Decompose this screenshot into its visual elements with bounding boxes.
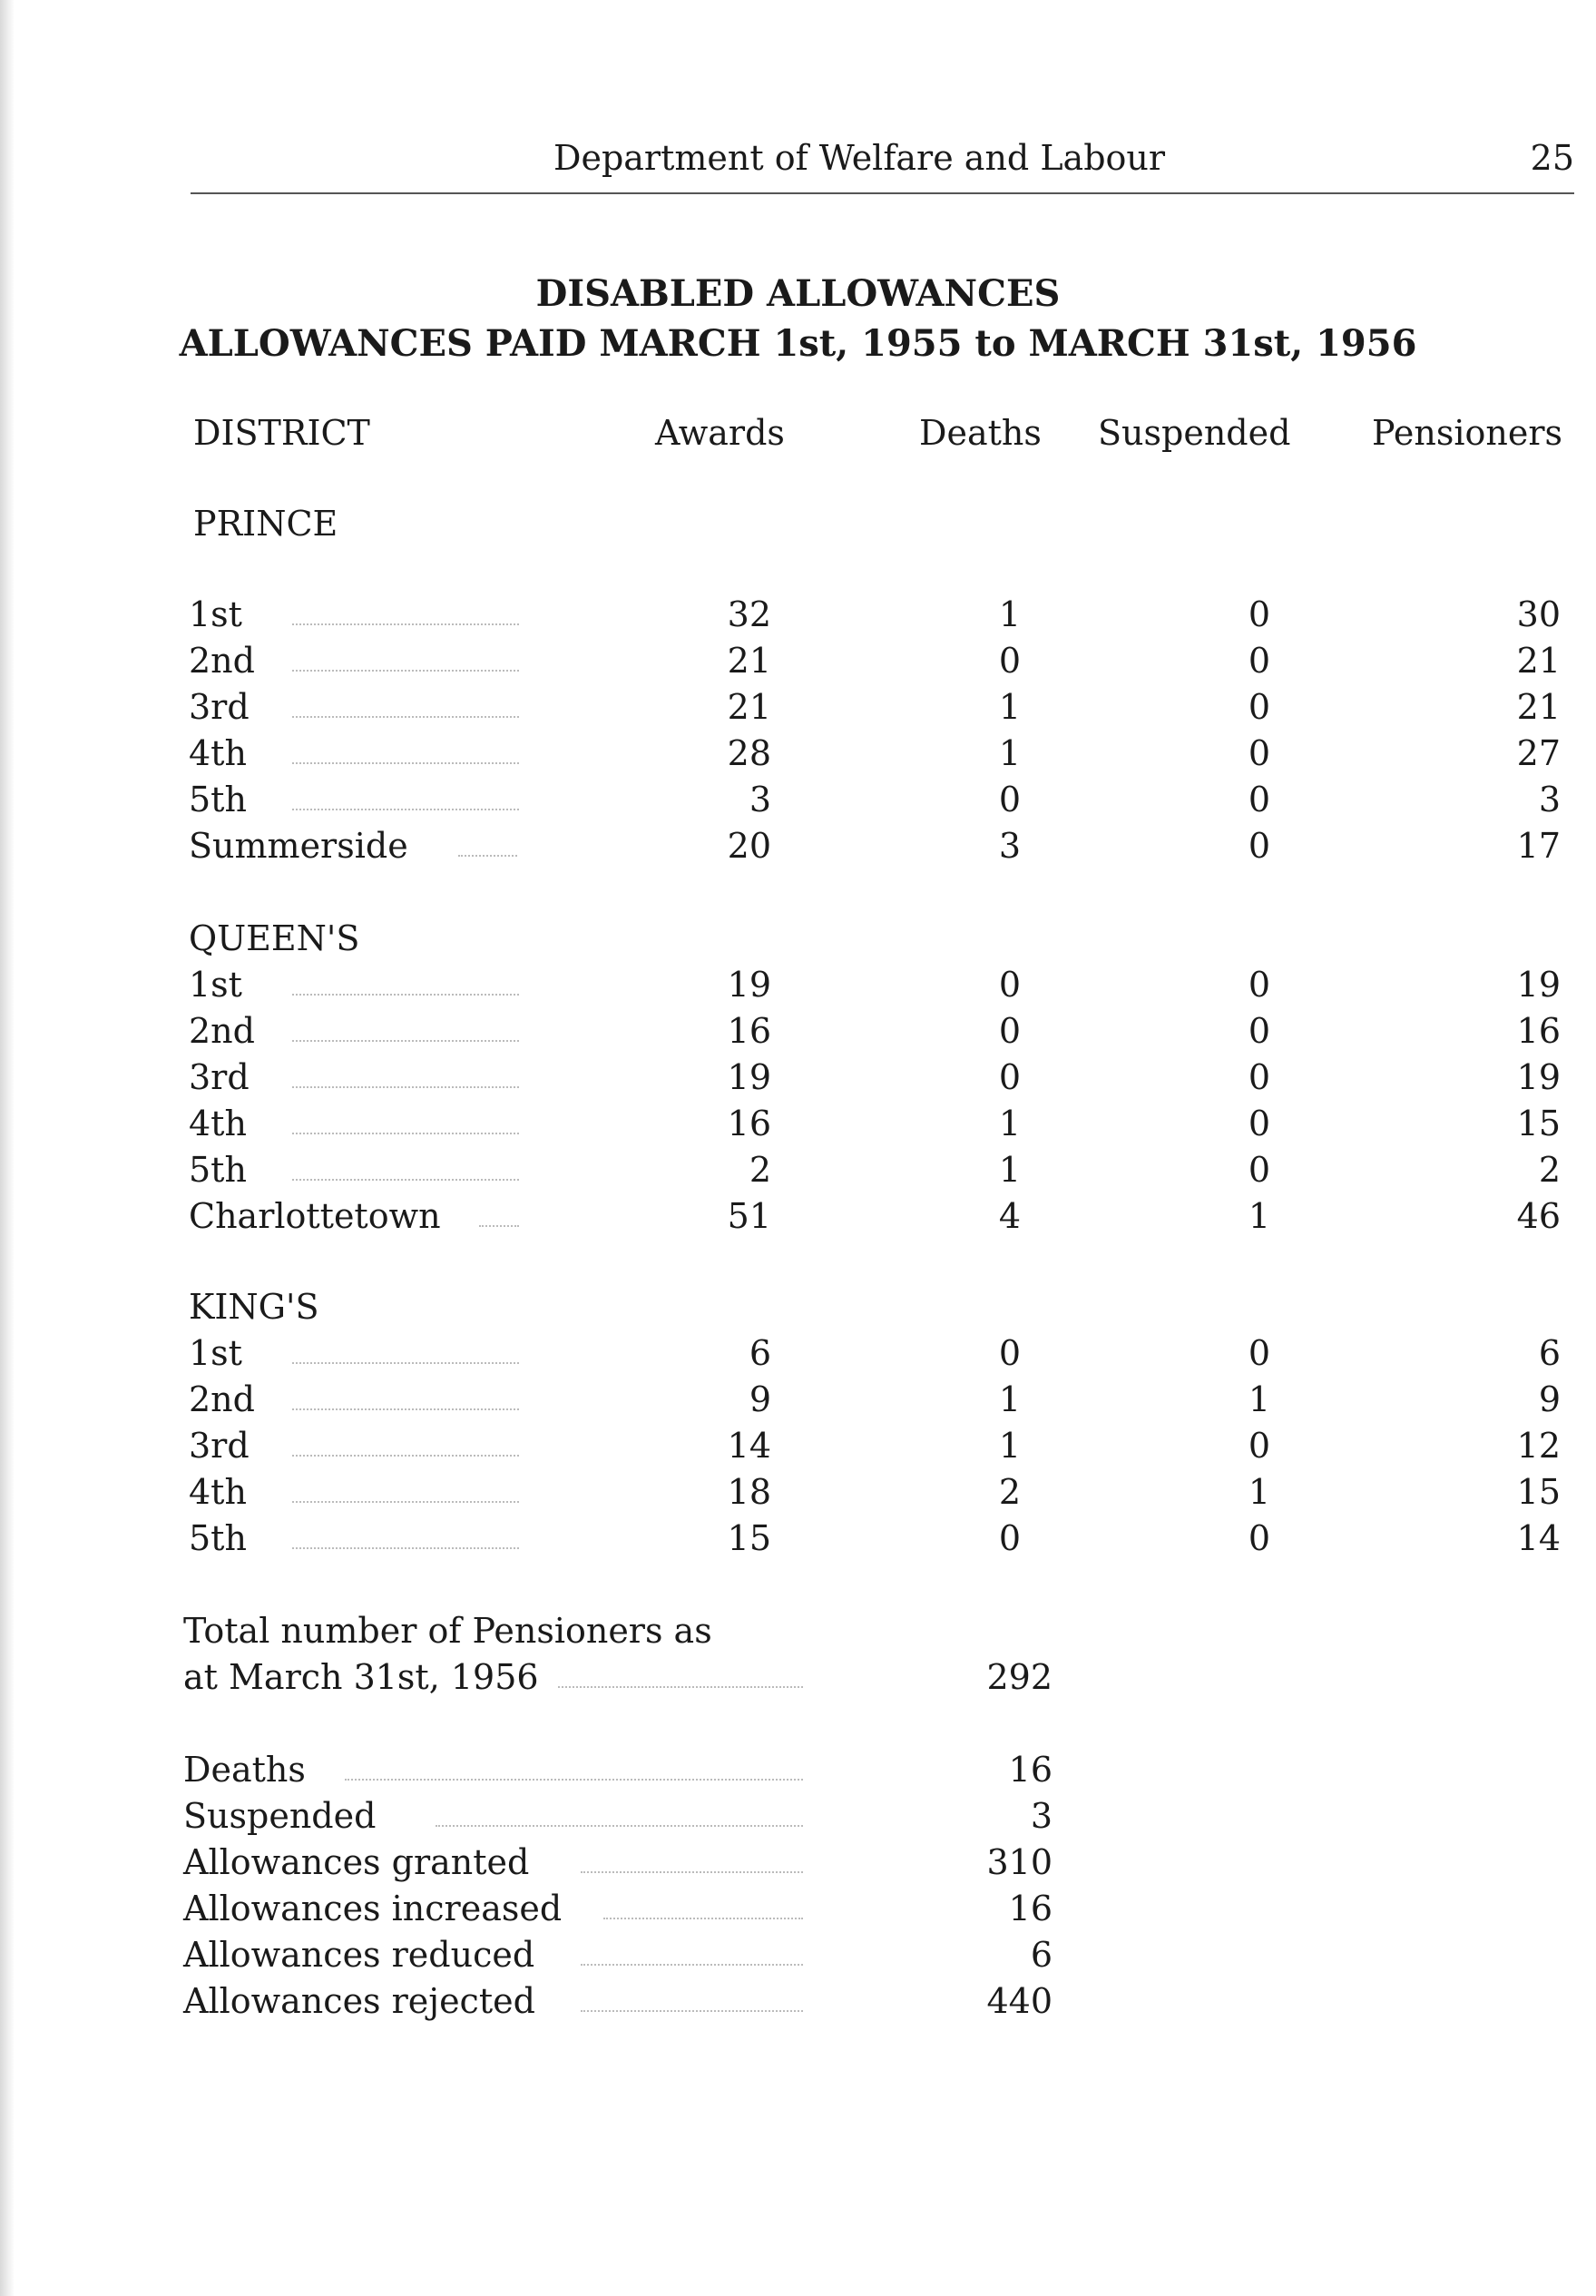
column-headers — [0, 413, 1596, 458]
suspended-cell: 0 — [1248, 594, 1270, 634]
dot-leader — [292, 1179, 519, 1181]
district-cell: 4th — [189, 1104, 247, 1143]
dot-leader — [292, 1408, 519, 1410]
awards-cell: 20 — [727, 826, 771, 866]
deaths-cell: 0 — [998, 1057, 1021, 1097]
table-row — [0, 687, 1596, 732]
dot-leader — [345, 1779, 803, 1781]
awards-cell: 18 — [727, 1472, 771, 1512]
summary-value: 310 — [986, 1842, 1053, 1882]
suspended-cell: 0 — [1248, 965, 1270, 1005]
column-header-pensioners: Pensioners — [1372, 413, 1562, 453]
summary-row — [0, 1981, 1596, 2026]
awards-cell: 16 — [727, 1104, 771, 1143]
pensioners-cell: 21 — [1516, 641, 1561, 681]
dot-leader — [292, 1547, 519, 1549]
summary-label: Suspended — [183, 1796, 377, 1836]
dot-leader — [558, 1686, 803, 1688]
district-cell: 1st — [189, 1333, 242, 1373]
summary-value: 16 — [1008, 1750, 1053, 1790]
pensioners-cell: 21 — [1516, 687, 1561, 727]
suspended-cell: 0 — [1248, 1011, 1270, 1051]
total-pensioners-value: 292 — [986, 1657, 1053, 1697]
awards-cell: 6 — [749, 1333, 771, 1373]
district-cell: 1st — [189, 594, 242, 634]
pensioners-cell: 6 — [1538, 1333, 1561, 1373]
pensioners-cell: 19 — [1516, 1057, 1561, 1097]
table-row — [0, 1426, 1596, 1471]
awards-cell: 21 — [727, 641, 771, 681]
district-cell: Charlottetown — [189, 1196, 441, 1236]
total-line-1 — [0, 1611, 1596, 1656]
table-row — [0, 594, 1596, 640]
summary-row — [0, 1796, 1596, 1841]
pensioners-cell: 27 — [1516, 733, 1561, 773]
district-cell: 4th — [189, 1472, 247, 1512]
summary-label: Allowances rejected — [183, 1981, 535, 2021]
dot-leader — [581, 2010, 803, 2012]
pensioners-cell: 2 — [1538, 1150, 1561, 1190]
summary-value: 3 — [1030, 1796, 1053, 1836]
dot-leader — [292, 716, 519, 718]
summary-value: 440 — [986, 1981, 1053, 2021]
dot-leader — [603, 1918, 803, 1919]
awards-cell: 3 — [749, 780, 771, 819]
deaths-cell: 0 — [998, 1011, 1021, 1051]
dot-leader — [292, 1455, 519, 1457]
district-cell: 5th — [189, 1518, 247, 1558]
summary-value: 6 — [1030, 1935, 1053, 1975]
district-cell: 4th — [189, 733, 247, 773]
suspended-cell: 1 — [1248, 1379, 1270, 1419]
pensioners-cell: 12 — [1516, 1426, 1561, 1466]
deaths-cell: 1 — [998, 1104, 1021, 1143]
table-row — [0, 1518, 1596, 1564]
total-line-2 — [0, 1657, 1596, 1702]
dot-leader — [292, 1501, 519, 1503]
suspended-cell: 0 — [1248, 1057, 1270, 1097]
page-number: 25 — [1530, 138, 1574, 178]
deaths-cell: 4 — [998, 1196, 1021, 1236]
dot-leader — [581, 1871, 803, 1873]
deaths-cell: 0 — [998, 1333, 1021, 1373]
awards-cell: 15 — [727, 1518, 771, 1558]
table-row — [0, 641, 1596, 686]
table-row — [0, 826, 1596, 871]
deaths-cell: 0 — [998, 641, 1021, 681]
awards-cell: 28 — [727, 733, 771, 773]
suspended-cell: 0 — [1248, 1333, 1270, 1373]
table-row — [0, 733, 1596, 779]
column-header-district: DISTRICT — [193, 413, 370, 453]
district-cell: 1st — [189, 965, 242, 1005]
summary-row — [0, 1889, 1596, 1934]
table-row — [0, 1011, 1596, 1056]
suspended-cell: 0 — [1248, 780, 1270, 819]
dot-leader — [292, 670, 519, 672]
suspended-cell: 1 — [1248, 1196, 1270, 1236]
dot-leader — [292, 1362, 519, 1364]
dot-leader — [292, 623, 519, 625]
dot-leader — [479, 1225, 519, 1227]
awards-cell: 2 — [749, 1150, 771, 1190]
district-cell: 2nd — [189, 1379, 255, 1419]
pensioners-cell: 9 — [1538, 1379, 1561, 1419]
dot-leader — [292, 994, 519, 996]
district-cell: 2nd — [189, 641, 255, 681]
deaths-cell: 0 — [998, 780, 1021, 819]
suspended-cell: 0 — [1248, 1518, 1270, 1558]
deaths-cell: 0 — [998, 1518, 1021, 1558]
total-label-line-1: Total number of Pensioners as — [183, 1611, 712, 1651]
pensioners-cell: 30 — [1516, 594, 1561, 634]
deaths-cell: 1 — [998, 1150, 1021, 1190]
pensioners-cell: 3 — [1538, 780, 1561, 819]
table-row — [0, 1104, 1596, 1149]
pensioners-cell: 46 — [1516, 1196, 1561, 1236]
suspended-cell: 0 — [1248, 687, 1270, 727]
summary-row — [0, 1935, 1596, 1980]
suspended-cell: 0 — [1248, 1150, 1270, 1190]
dot-leader — [436, 1825, 803, 1827]
suspended-cell: 0 — [1248, 1426, 1270, 1466]
pensioners-cell: 19 — [1516, 965, 1561, 1005]
table-row — [0, 1333, 1596, 1379]
district-cell: 3rd — [189, 1057, 250, 1097]
summary-label: Deaths — [183, 1750, 306, 1790]
running-header — [191, 138, 1574, 194]
district-cell: 2nd — [189, 1011, 255, 1051]
summary-value: 16 — [1008, 1889, 1053, 1928]
district-cell: 5th — [189, 1150, 247, 1190]
suspended-cell: 0 — [1248, 641, 1270, 681]
deaths-cell: 1 — [998, 733, 1021, 773]
dot-leader — [292, 809, 519, 810]
deaths-cell: 1 — [998, 594, 1021, 634]
deaths-cell: 1 — [998, 1426, 1021, 1466]
awards-cell: 32 — [727, 594, 771, 634]
header-title: Department of Welfare and Labour — [553, 138, 1166, 178]
table-subtitle: ALLOWANCES PAID MARCH 1st, 1955 to MARCH 31st, 1956 — [179, 322, 1417, 365]
table-title: DISABLED ALLOWANCES — [535, 272, 1061, 315]
awards-cell: 51 — [727, 1196, 771, 1236]
column-header-awards: Awards — [655, 413, 785, 453]
awards-cell: 9 — [749, 1379, 771, 1419]
summary-label: Allowances increased — [183, 1889, 563, 1928]
district-cell: Summerside — [189, 826, 408, 866]
table-row — [0, 965, 1596, 1010]
column-header-deaths: Deaths — [919, 413, 1042, 453]
summary-row — [0, 1842, 1596, 1888]
district-cell: 3rd — [189, 1426, 250, 1466]
suspended-cell: 0 — [1248, 1104, 1270, 1143]
awards-cell: 19 — [727, 1057, 771, 1097]
total-label-line-2: at March 31st, 1956 — [183, 1657, 539, 1697]
deaths-cell: 2 — [998, 1472, 1021, 1512]
dot-leader — [458, 855, 517, 857]
suspended-cell: 0 — [1248, 826, 1270, 866]
pensioners-cell: 17 — [1516, 826, 1561, 866]
dot-leader — [292, 1040, 519, 1042]
suspended-cell: 0 — [1248, 733, 1270, 773]
section-title-queens: QUEEN'S — [189, 918, 360, 958]
pensioners-cell: 14 — [1516, 1518, 1561, 1558]
deaths-cell: 0 — [998, 965, 1021, 1005]
awards-cell: 19 — [727, 965, 771, 1005]
deaths-cell: 1 — [998, 1379, 1021, 1419]
pensioners-cell: 16 — [1516, 1011, 1561, 1051]
deaths-cell: 3 — [998, 826, 1021, 866]
district-cell: 3rd — [189, 687, 250, 727]
dot-leader — [581, 1964, 803, 1966]
awards-cell: 16 — [727, 1011, 771, 1051]
summary-label: Allowances granted — [183, 1842, 530, 1882]
deaths-cell: 1 — [998, 687, 1021, 727]
table-row — [0, 1472, 1596, 1517]
pensioners-cell: 15 — [1516, 1104, 1561, 1143]
awards-cell: 14 — [727, 1426, 771, 1466]
summary-label: Allowances reduced — [183, 1935, 535, 1975]
table-row — [0, 1057, 1596, 1103]
dot-leader — [292, 1133, 519, 1134]
dot-leader — [292, 1086, 519, 1088]
district-cell: 5th — [189, 780, 247, 819]
awards-cell: 21 — [727, 687, 771, 727]
section-title-prince: PRINCE — [193, 504, 338, 544]
column-header-suspended: Suspended — [1098, 413, 1291, 453]
suspended-cell: 1 — [1248, 1472, 1270, 1512]
table-row — [0, 780, 1596, 825]
section-title-kings: KING'S — [189, 1287, 319, 1327]
table-row — [0, 1196, 1596, 1241]
table-row — [0, 1150, 1596, 1195]
pensioners-cell: 15 — [1516, 1472, 1561, 1512]
dot-leader — [292, 762, 519, 764]
summary-row — [0, 1750, 1596, 1795]
table-row — [0, 1379, 1596, 1425]
